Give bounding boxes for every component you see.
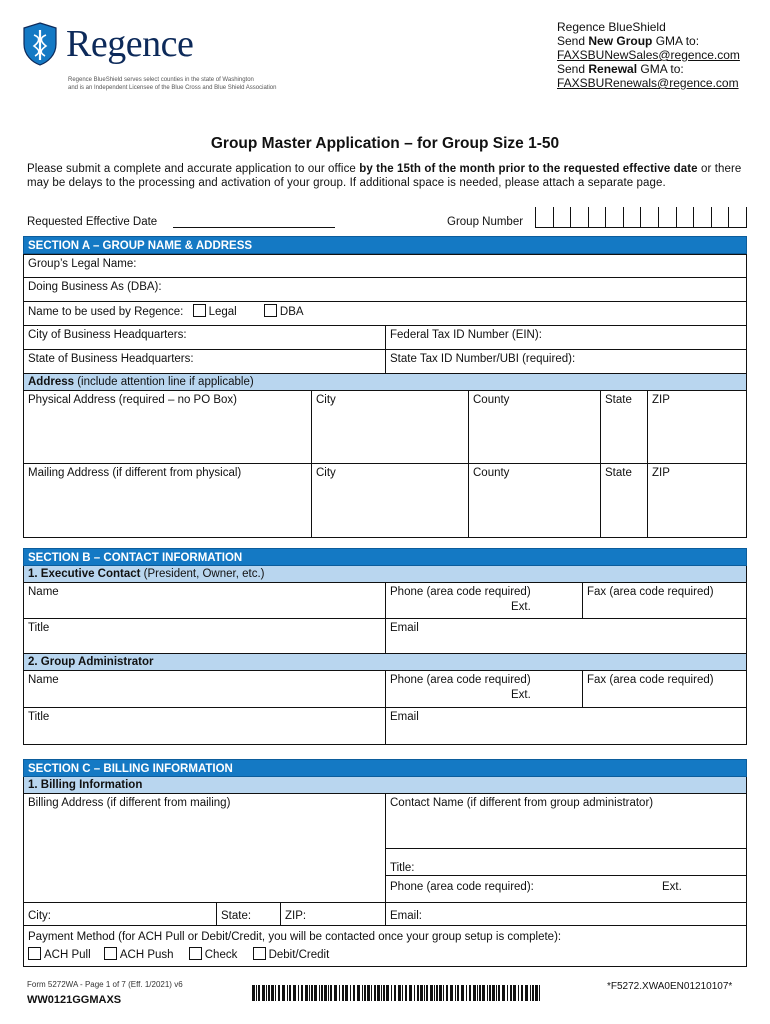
billing-title-field[interactable]: Title:: [386, 849, 746, 876]
mailing-city-field[interactable]: City: [312, 464, 469, 537]
physical-county-field[interactable]: County: [469, 391, 601, 463]
barcode-text: *F5272.XWA0EN01210107*: [607, 981, 733, 992]
ach-push-checkbox[interactable]: [104, 947, 117, 960]
group-number-field[interactable]: [535, 207, 747, 228]
address-subheader: Address (include attention line if applicable): [23, 374, 747, 391]
exec-phone-field[interactable]: Phone (area code required) Ext.: [386, 583, 583, 618]
exec-title-field[interactable]: Title: [24, 619, 386, 653]
new-sales-email-link[interactable]: FAXSBUNewSales@regence.com: [557, 48, 740, 62]
physical-zip-field[interactable]: ZIP: [652, 394, 670, 406]
billing-zip-field[interactable]: ZIP:: [281, 903, 386, 925]
exec-name-field[interactable]: Name: [24, 583, 386, 618]
barcode-icon: [252, 985, 540, 1001]
mailing-state-field[interactable]: State: [601, 464, 648, 537]
city-hq-field[interactable]: City of Business Headquarters:: [24, 326, 386, 349]
legal-checkbox[interactable]: [193, 304, 206, 317]
name-used-field: Name to be used by Regence: Legal DBA: [28, 306, 304, 318]
billing-address-field[interactable]: Billing Address (if different from mailing): [24, 794, 386, 902]
billing-city-field[interactable]: City:: [24, 903, 217, 925]
regence-shield-logo-icon: [22, 22, 58, 66]
effective-date-field[interactable]: [173, 227, 335, 228]
payment-method-field: Payment Method (for ACH Pull or Debit/Credit, you will be contacted once your group setup is complete): ACH Pull ACH Push Check Debit/Credit: [28, 931, 562, 961]
state-tax-id-field[interactable]: State Tax ID Number/UBI (required):: [390, 353, 576, 365]
section-c-header: SECTION C – BILLING INFORMATION: [23, 759, 747, 777]
billing-state-field[interactable]: State:: [217, 903, 281, 925]
legal-name-field[interactable]: Group’s Legal Name:: [28, 258, 137, 270]
exec-fax-field[interactable]: Fax (area code required): [587, 586, 714, 598]
group-administrator-subheader: 2. Group Administrator: [23, 654, 747, 671]
effective-date-label: Requested Effective Date: [27, 216, 158, 228]
dba-field[interactable]: Doing Business As (DBA):: [28, 281, 162, 293]
admin-name-field[interactable]: Name: [24, 671, 386, 707]
ach-pull-checkbox[interactable]: [28, 947, 41, 960]
dba-checkbox[interactable]: [264, 304, 277, 317]
section-b-header: SECTION B – CONTACT INFORMATION: [23, 548, 747, 566]
admin-title-field[interactable]: Title: [24, 708, 386, 744]
submission-contact-block: Regence BlueShield Send New Group GMA to: FAXSBUNewSales@regence.com Send Renewal GMA to: FAXSBURenewals@regence.com: [557, 20, 740, 90]
group-number-label: Group Number: [447, 216, 524, 228]
debit-credit-checkbox[interactable]: [253, 947, 266, 960]
check-checkbox[interactable]: [189, 947, 202, 960]
executive-contact-subheader: 1. Executive Contact (President, Owner, etc.): [23, 566, 747, 583]
mailing-zip-field[interactable]: ZIP: [652, 467, 670, 479]
billing-information-subheader: 1. Billing Information: [23, 777, 747, 794]
billing-phone-field[interactable]: Phone (area code required): Ext.: [390, 881, 682, 893]
intro-paragraph: Please submit a complete and accurate application to our office by the 15th of the month prior to the requested effective date or there may be delays to the processing and activation of your group. If additional space is needed, please attach a separate page.: [27, 163, 742, 189]
mailing-county-field[interactable]: County: [469, 464, 601, 537]
section-a-header: SECTION A – GROUP NAME & ADDRESS: [23, 236, 747, 254]
billing-email-field[interactable]: Email:: [390, 910, 422, 922]
section-a: [23, 236, 747, 538]
section-c: [23, 759, 747, 967]
form-info: Form 5272WA - Page 1 of 7 (Eff. 1/2021) v6: [27, 980, 183, 989]
admin-phone-field[interactable]: Phone (area code required) Ext.: [386, 671, 583, 707]
physical-address-field[interactable]: Physical Address (required – no PO Box): [24, 391, 312, 463]
mailing-address-field[interactable]: Mailing Address (if different from physical): [24, 464, 312, 537]
admin-email-field[interactable]: Email: [390, 711, 419, 723]
billing-contact-column: [386, 794, 746, 902]
ein-field[interactable]: Federal Tax ID Number (EIN):: [390, 329, 542, 341]
logo-subtitle: Regence BlueShield serves select counties in the state of Washington and is an Independent Licensee of the Blue Cross and Blue Shield Association: [68, 77, 277, 91]
exec-email-field[interactable]: Email: [390, 622, 419, 634]
renewals-email-link[interactable]: FAXSBURenewals@regence.com: [557, 76, 739, 90]
physical-city-field[interactable]: City: [312, 391, 469, 463]
billing-contact-name-field[interactable]: Contact Name (if different from group administrator): [386, 794, 746, 849]
logo-wordmark: Regence: [66, 23, 194, 65]
state-hq-field[interactable]: State of Business Headquarters:: [24, 350, 386, 373]
admin-fax-field[interactable]: Fax (area code required): [587, 674, 714, 686]
page-title: Group Master Application – for Group Size 1-50: [210, 135, 560, 152]
physical-state-field[interactable]: State: [601, 391, 648, 463]
section-b: [23, 548, 747, 745]
form-code: WW0121GGMAXS: [27, 994, 122, 1006]
